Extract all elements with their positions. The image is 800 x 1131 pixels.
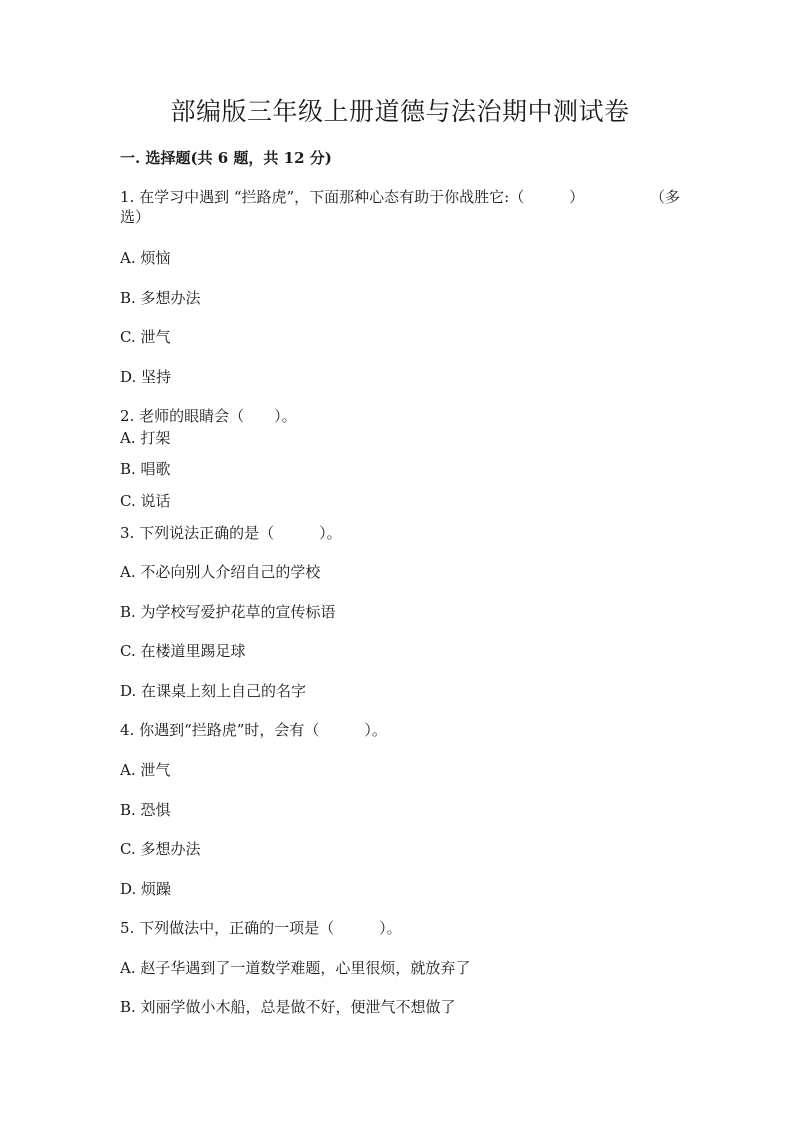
question-2-option-c: C. 说话 — [120, 492, 171, 510]
question-2-option-b: B. 唱歌 — [120, 460, 171, 478]
section-heading: 一. 选择题(共 6 题，共 12 分) — [120, 149, 332, 167]
question-1-stem — [120, 187, 680, 227]
question-4-option-d: D. 烦躁 — [120, 880, 172, 898]
question-4-option-c: C. 多想办法 — [120, 840, 201, 858]
question-4-option-b: B. 恐惧 — [120, 801, 171, 819]
question-4-stem: 4. 你遇到“拦路虎”时，会有（ ）。 — [120, 721, 387, 739]
question-1-option-b: B. 多想办法 — [120, 289, 201, 307]
question-3-option-a: A. 不必向别人介绍自己的学校 — [120, 563, 321, 581]
question-4-option-a: A. 泄气 — [120, 761, 171, 779]
question-1-option-d: D. 坚持 — [120, 368, 172, 386]
question-3-option-b: B. 为学校写爱护花草的宣传标语 — [120, 603, 336, 621]
question-5-option-a: A. 赵子华遇到了一道数学难题，心里很烦，就放弃了 — [120, 959, 471, 977]
question-3-option-d: D. 在课桌上刻上自己的名字 — [120, 682, 307, 700]
question-1-option-a: A. 烦恼 — [120, 249, 171, 267]
question-1-stem-continued: 选） — [120, 208, 151, 226]
question-5-stem: 5. 下列做法中，正确的一项是（ ）。 — [120, 919, 402, 937]
question-3-option-c: C. 在楼道里踢足球 — [120, 642, 246, 660]
question-2-stem: 2. 老师的眼睛会（ ）。 — [120, 407, 297, 425]
question-5-option-b: B. 刘丽学做小木船，总是做不好，便泄气不想做了 — [120, 998, 456, 1016]
question-1-stem-note: （多 — [649, 188, 680, 206]
page-title: 部编版三年级上册道德与法治期中测试卷 — [170, 97, 630, 126]
question-2-option-a: A. 打架 — [120, 429, 171, 447]
question-3-stem: 3. 下列说法正确的是（ ）。 — [120, 524, 342, 542]
question-1-option-c: C. 泄气 — [120, 328, 171, 346]
question-1-stem-text: 1. 在学习中遇到 “拦路虎”，下面那种心态有助于你战胜它:（ ） — [120, 188, 585, 206]
